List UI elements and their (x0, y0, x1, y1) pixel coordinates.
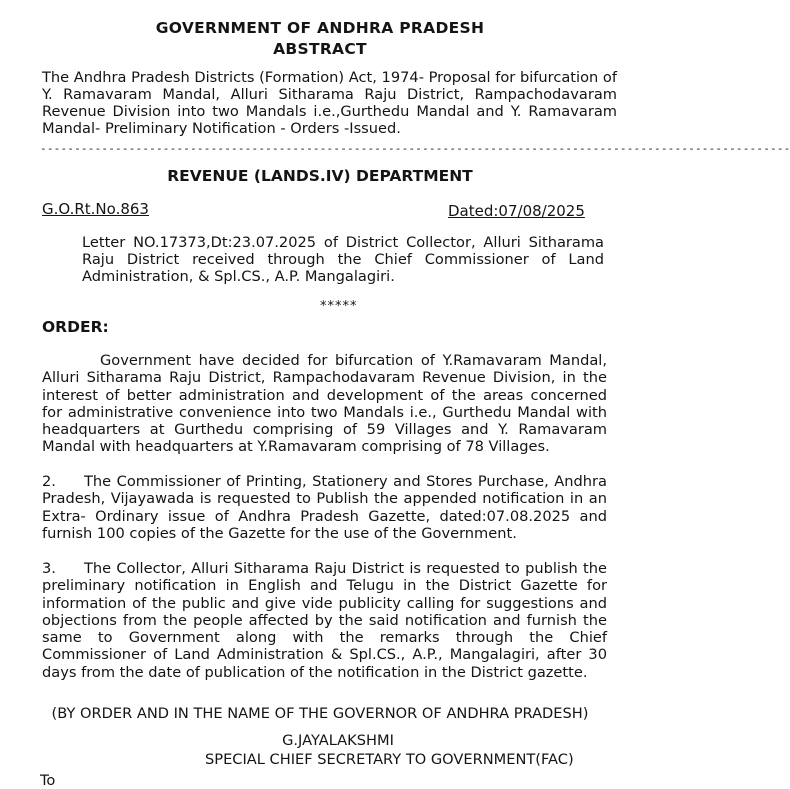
abstract-text: The Andhra Pradesh Districts (Formation) Act, 1974- Proposal for bifurcation of Y. Ramavaram Mandal, Alluri Sitharama Raju District, Rampachodavaram Revenue Division into two Mandals i.e.,Gurthedu Mandal and Y. Ramavaram Mandal- Preliminary Notification - Orders -Issued. (42, 69, 617, 137)
separator-line: -------------------------------------------------------------------------------------------------------------- (40, 142, 790, 155)
go-number: G.O.Rt.No.863 (42, 200, 149, 218)
separator-stars: ***** (320, 299, 358, 314)
signatory-name: G.JAYALAKSHMI (282, 732, 394, 749)
government-heading: GOVERNMENT OF ANDHRA PRADESH (155, 19, 485, 37)
by-order-line: (BY ORDER AND IN THE NAME OF THE GOVERNOR OF ANDHRA PRADESH) (51, 705, 589, 722)
paragraph-text: The Collector, Alluri Sitharama Raju District is requested to publish the preliminary notification in English and Telugu in the District Gazette for information of the public and give vide publicity calling for suggestions and objections from the people affected by the said notification and furnish the same to Government along with the remarks through the Chief Commissioner of Land Administration & Spl.CS., A.P., Mangalagiri, after 30 days from the date of publication of the notification in the District gazette. (42, 560, 607, 681)
paragraph-number: 3. (42, 560, 56, 577)
reference-letter: Letter NO.17373,Dt:23.07.2025 of District Collector, Alluri Sitharama Raju District received through the Chief Commissioner of Land Administration, & Spl.CS., A.P. Mangalagiri. (82, 234, 604, 285)
order-paragraph-3 (42, 560, 607, 681)
order-paragraph-2 (42, 473, 607, 542)
paragraph-number: 2. (42, 473, 56, 490)
order-heading: ORDER: (42, 318, 109, 336)
to-label: To (40, 772, 56, 789)
order-date: Dated:07/08/2025 (448, 202, 585, 220)
order-paragraph-1: Government have decided for bifurcation of Y.Ramavaram Mandal, Alluri Sitharama Raju District, Rampachodavaram Revenue Division, in the interest of better administration and development of the areas concerned for administrative convenience into two Mandals i.e., Gurthedu Mandal with headquarters at Gurthedu comprising of 59 Villages and Y. Ramavaram Mandal with headquarters at Y.Ramavaram comprising of 78 Villages. (42, 352, 607, 456)
department-heading: REVENUE (LANDS.IV) DEPARTMENT (167, 167, 473, 185)
signatory-title: SPECIAL CHIEF SECRETARY TO GOVERNMENT(FAC) (205, 751, 574, 768)
abstract-heading: ABSTRACT (273, 40, 367, 58)
paragraph-text: The Commissioner of Printing, Stationery and Stores Purchase, Andhra Pradesh, Vijayawada is requested to Publish the appended notification in an Extra- Ordinary issue of Andhra Pradesh Gazette, dated:07.08.2025 and furnish 100 copies of the Gazette for the use of the Government. (42, 473, 607, 542)
